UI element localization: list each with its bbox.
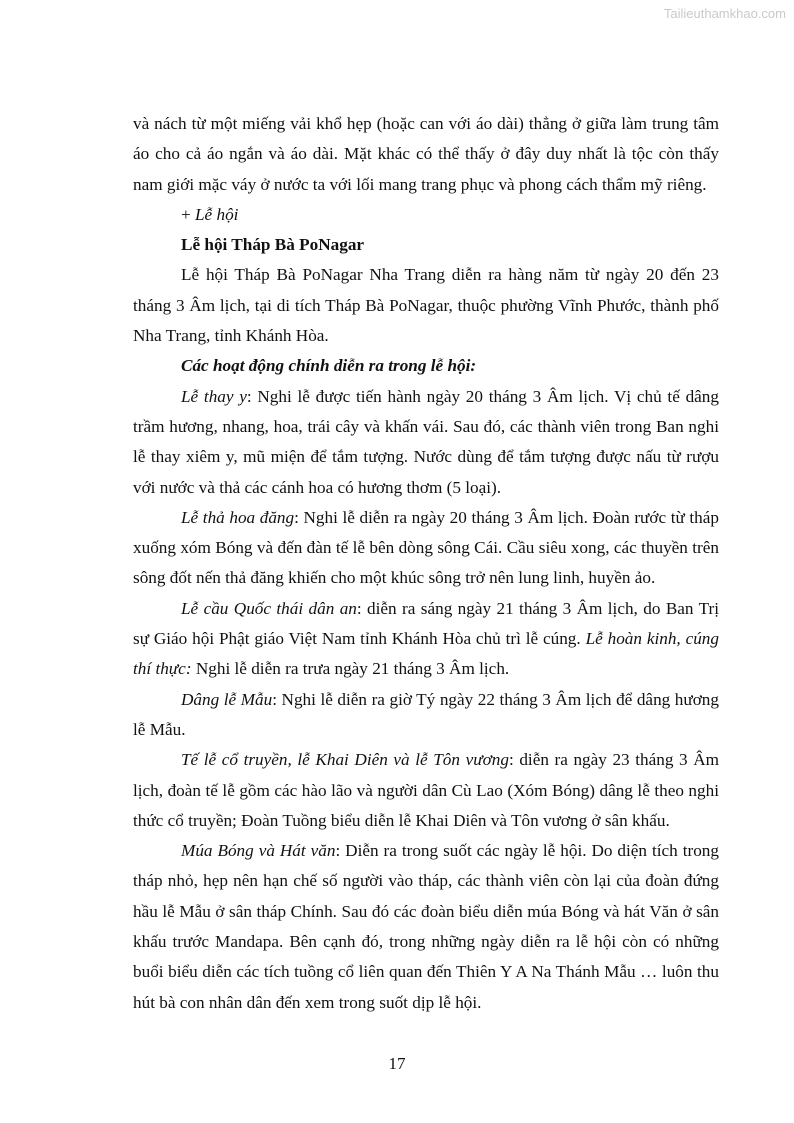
page-body [133, 109, 719, 1018]
activity-text: : Nghi lễ diễn ra ngày 20 tháng 3 Âm lịch. Đoàn rước từ tháp xuống xóm Bóng và đến đàn tế lễ bên dòng sông Cái. Cầu siêu xong, các thuyền trên sông đốt nến thả đăng khiến cho một khúc sông trở nên lung linh, huyền ảo. [133, 507, 719, 588]
paragraph-le-thay-y [133, 382, 719, 503]
list-item-label: Lễ hội [195, 204, 239, 224]
watermark: Tailieuthamkhao.com [663, 6, 786, 21]
paragraph-intro: Lễ hội Tháp Bà PoNagar Nha Trang diễn ra hàng năm từ ngày 20 đến 23 tháng 3 Âm lịch, tại di tích Tháp Bà PoNagar, thuộc phường Vĩnh Phước, thành phố Nha Trang, tỉnh Khánh Hòa. [133, 265, 719, 346]
activity-text: : Nghi lễ được tiến hành ngày 20 tháng 3 Âm lịch. Vị chủ tế dâng trầm hương, nhang, hoa, trái cây và khấn vái. Sau đó, các thành viên trong Ban nghi lễ thay xiêm y, mũ miện để tắm tượng. Nước dùng để tắm tượng được nấu từ rượu với nước và thả các cánh hoa có hương thơm (5 loại). [133, 386, 719, 497]
activity-text: Nghi lễ diễn ra trưa ngày 21 tháng 3 Âm lịch. [191, 659, 510, 679]
activity-title: Lễ hoàn kinh, cúng thí thực: [133, 629, 719, 679]
activity-title: Dâng lễ Mẫu [181, 689, 273, 709]
activity-text: : diễn ra sáng ngày 21 tháng 3 Âm lịch, do Ban Trị sự Giáo hội Phật giáo Việt Nam tỉnh Khánh Hòa chủ trì lễ cúng. [133, 598, 719, 649]
activity-text: : Diễn ra trong suốt các ngày lễ hội. Do diện tích trong tháp nhỏ, hẹp nên hạn chế số người vào tháp, các thành viên còn lại của đoàn đứng hầu lễ Mẫu ở sân tháp Chính. Sau đó các đoàn biểu diễn múa Bóng và hát Văn ở sân khấu trước Mandapa. Bên cạnh đó, trong những ngày diễn ra lễ hội còn có những buổi biểu diễn các tích tuồng cổ liên quan đến Thiên Y A Na Thánh Mẫu … luôn thu hút bà con nhân dân đến xem trong suốt dịp lễ hội. [133, 841, 719, 1012]
activity-text: : diễn ra ngày 23 tháng 3 Âm lịch, đoàn tế lễ gồm các hào lão và người dân Cù Lao (Xóm Bóng) dâng lễ theo nghi thức cổ truyền; Đoàn Tuồng biểu diễn lễ Khai Diên và Tôn vương ở sân khấu. [133, 750, 719, 830]
activity-title: Múa Bóng và Hát văn [181, 841, 336, 861]
paragraph-dang-le-mau [133, 685, 719, 746]
list-bullet: + [181, 204, 195, 224]
activity-title: Lễ cầu Quốc thái dân an [181, 598, 357, 618]
paragraph-te-le-co-truyen [133, 745, 719, 836]
paragraph-le-cau-quoc-thai [133, 594, 719, 685]
section-heading: Lễ hội Tháp Bà PoNagar [181, 235, 365, 255]
paragraph-costume: và nách từ một miếng vải khổ hẹp (hoặc can với áo dài) thẳng ở giữa làm trung tâm áo cho cả áo ngắn và áo dài. Mặt khác có thể thấy ở đây duy nhất là tộc còn thấy nam giới mặc váy ở nước ta với lối mang trang phục và phong cách thẩm mỹ riêng. [133, 114, 719, 194]
paragraph-le-tha-hoa-dang [133, 503, 719, 594]
list-item-festival [133, 200, 719, 230]
subsection-heading: Các hoạt động chính diễn ra trong lễ hội: [181, 356, 477, 376]
activity-title: Lễ thay y [181, 386, 247, 406]
activity-text: : Nghi lễ diễn ra giờ Tý ngày 22 tháng 3 Âm lịch để dâng hương lễ Mẫu. [133, 689, 719, 739]
paragraph-mua-bong [133, 836, 719, 1018]
activity-title: Tế lễ cổ truyền, lễ Khai Diên và lễ Tôn vương [181, 750, 509, 770]
page-number: 17 [388, 1054, 406, 1073]
activity-title: Lễ thả hoa đăng [181, 507, 295, 527]
